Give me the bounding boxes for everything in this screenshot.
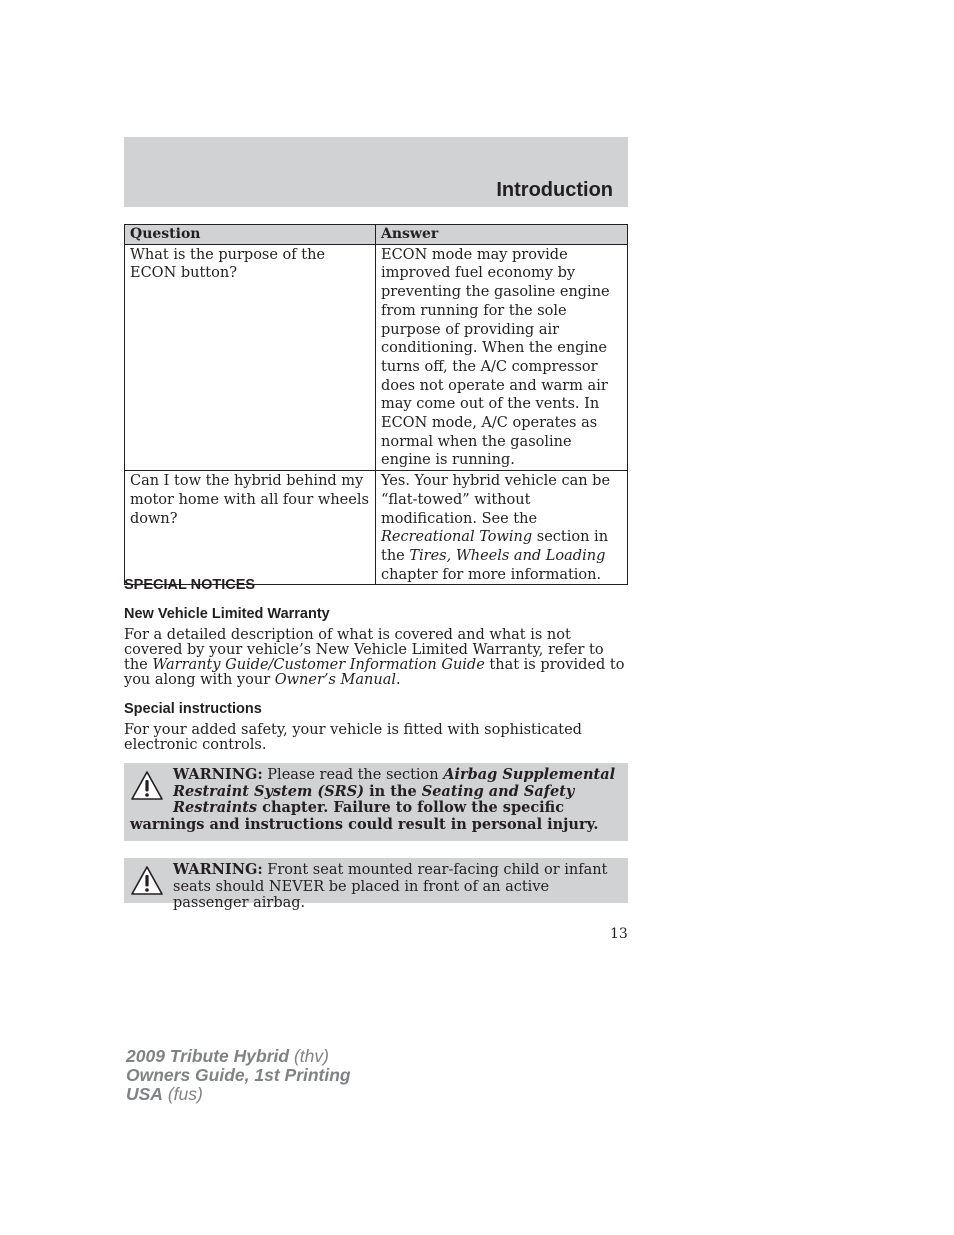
column-header-answer: Answer [376,225,628,245]
warning-triangle-icon [130,864,164,898]
warning-triangle-icon [130,769,164,803]
paragraph-text: that is provided to you along with your [124,657,625,688]
warning-reference: Airbag Supplemental Restraint System (SRS) [173,766,616,800]
table-row [125,471,628,585]
column-header-question: Question [125,225,376,245]
special-instructions-heading: Special instructions [124,701,262,717]
warning-label: WARNING: [173,766,263,783]
footer-model: 2009 Tribute Hybrid [126,1046,290,1066]
warning-box-child-seat [124,858,628,911]
answer-reference: Recreational Towing [381,529,533,546]
footer-code: (thv) [289,1046,329,1066]
footer-line-3 [126,1085,351,1104]
footer-line-2: Owners Guide, 1st Printing [126,1065,351,1085]
warning-reference: Seating and Safety Restraints [173,782,575,816]
paragraph-text: For a detailed description of what is covered and what is not covered by your vehicle’s New Vehicle Limited Warranty, refer to the [124,627,604,673]
warning-text: in the [364,782,422,800]
answer-text: Yes. Your hybrid vehicle can be “flat-towed” without modification. See the [381,473,611,527]
footer-line-1 [126,1047,351,1066]
document-footer [126,1047,351,1104]
question-cell: What is the purpose of the ECON button? [125,244,376,470]
answer-text: chapter for more information. [381,566,602,583]
footer-code: (fus) [162,1084,203,1104]
table-header-row [125,225,628,245]
special-notices-heading: SPECIAL NOTICES [124,577,256,593]
paragraph-text: . [396,672,401,688]
chapter-title: Introduction [496,179,613,201]
document-reference: Warranty Guide/Customer Information Guide [152,657,485,673]
answer-cell: ECON mode may provide improved fuel economy by preventing the gasoline engine from running for the sole purpose of providing air conditioning. When the engine turns off, the A/C compressor does not operate and warm air may come out of the vents. In ECON mode, A/C operates as normal when the gasoline engine is running. [376,244,628,470]
question-cell: Can I tow the hybrid behind my motor home with all four wheels down? [125,471,376,585]
warning-text: Front seat mounted rear-facing child or infant seats should NEVER be placed in front of an active passenger airbag. [173,862,608,911]
answer-text: section in the [381,529,609,564]
chapter-header [124,137,628,207]
special-instructions-paragraph: For your added safety, your vehicle is fitted with sophisticated electronic controls. [124,722,582,753]
table-row [125,244,628,470]
warning-box-airbag [124,763,628,841]
footer-market: USA [126,1084,163,1104]
qa-table [124,224,628,585]
document-reference: Owner’s Manual [274,672,397,688]
warning-text: Please read the section [262,767,444,783]
warning-label: WARNING: [173,861,263,878]
answer-cell [376,471,628,585]
page-number: 13 [610,926,628,942]
answer-reference: Tires, Wheels and Loading [409,547,606,564]
warning-text: chapter. Failure to follow the specific warnings and instructions could result in personal injury. [130,799,599,833]
warranty-paragraph [124,628,628,688]
warranty-heading: New Vehicle Limited Warranty [124,606,330,622]
